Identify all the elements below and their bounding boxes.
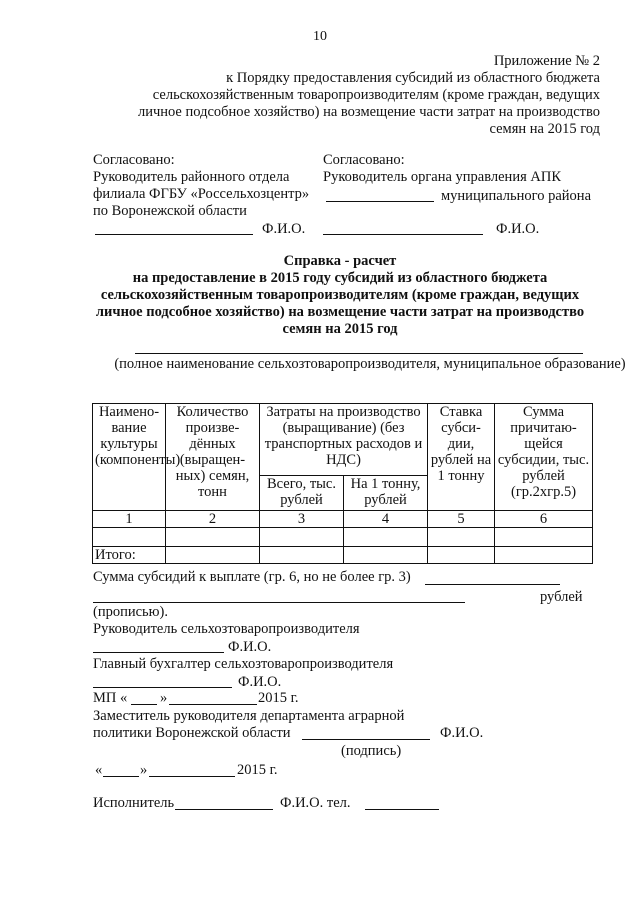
right-district: муниципального района [441, 188, 591, 204]
subsidy-words-line [93, 602, 465, 603]
left-fio: Ф.И.О. [262, 221, 306, 237]
accountant-signature-line [93, 687, 232, 688]
table-cell[interactable] [166, 528, 260, 547]
calculation-table [92, 403, 593, 564]
stamp-month-line [169, 704, 257, 705]
head-signature-line [93, 652, 224, 653]
table-empty-row [93, 528, 593, 547]
rubles-label: рублей [540, 589, 583, 605]
subsidy-sum-label: Сумма субсидий к выплате (гр. 6, но не более гр. 3) [93, 569, 411, 585]
title-line-2: на предоставление в 2015 году субсидий из областного бюджета [132, 270, 548, 286]
right-agreed: Согласовано: [323, 152, 405, 168]
header-costs: Затраты на производство (выращивание) (без транспортных расходов и НДС) [260, 404, 428, 476]
stamp-year: 2015 г. [258, 690, 299, 706]
table-cell[interactable] [344, 528, 428, 547]
table-total-row [93, 547, 593, 564]
col-number-4: 4 [344, 511, 428, 528]
executor-label: Исполнитель [93, 795, 175, 811]
date-day-line [103, 776, 139, 777]
header-crop-name: Наимено-вание культуры (компоненты) [93, 404, 166, 511]
title-line-4: личное подсобное хозяйство) на возмещение части затрат на производство [95, 304, 585, 320]
total-label: Итого: [93, 547, 166, 564]
table-cell[interactable] [93, 528, 166, 547]
left-line-1: Руководитель районного отдела [93, 169, 290, 185]
table-cell[interactable] [428, 547, 495, 564]
left-line-3: по Воронежской области [93, 203, 247, 219]
col-number-1: 1 [93, 511, 166, 528]
col-number-5: 5 [428, 511, 495, 528]
table-cell[interactable] [495, 547, 593, 564]
executor-fio-tel: Ф.И.О. тел. [280, 795, 351, 811]
col-number-2: 2 [166, 511, 260, 528]
title-line-3: сельскохозяйственным товаропроизводителям (кроме граждан, ведущих [100, 287, 580, 303]
annex-line-4: личное подсобное хозяйство) на возмещение части затрат на производство [137, 104, 600, 120]
stamp-mp: МП « [93, 690, 128, 706]
header-costs-per-ton: На 1 тонну, рублей [344, 475, 428, 510]
stamp-day-line [131, 704, 157, 705]
right-fio: Ф.И.О. [496, 221, 540, 237]
table-cell[interactable] [344, 547, 428, 564]
date-month-line [149, 776, 235, 777]
date-open: « [95, 762, 103, 778]
left-signature-line [95, 234, 253, 235]
executor-phone-line [365, 809, 439, 810]
table-cell[interactable] [260, 547, 344, 564]
in-words-label: (прописью). [93, 604, 168, 620]
deputy-line-1: Заместитель руководителя департамента аграрной [93, 708, 405, 724]
date-close: » [140, 762, 148, 778]
table-cell[interactable] [495, 528, 593, 547]
header-costs-total: Всего, тыс. рублей [260, 475, 344, 510]
head-label: Руководитель сельхозтоваропроизводителя [93, 621, 360, 637]
annex-line-3: сельскохозяйственным товаропроизводителям (кроме граждан, ведущих [152, 87, 600, 103]
accountant-fio: Ф.И.О. [238, 674, 282, 690]
stamp-close: » [160, 690, 168, 706]
signature-caption: (подпись) [341, 743, 402, 759]
left-line-2: филиала ФГБУ «Россельхозцентр» [93, 186, 310, 202]
right-district-line [326, 201, 434, 202]
annex-line-1: Приложение № 2 [493, 53, 600, 69]
deputy-fio: Ф.И.О. [440, 725, 484, 741]
left-agreed: Согласовано: [93, 152, 175, 168]
executor-name-line [175, 809, 273, 810]
header-quantity: Количество произве-дённых (выращен-ных) семян, тонн [166, 404, 260, 511]
right-line-1: Руководитель органа управления АПК [323, 169, 561, 185]
col-number-3: 3 [260, 511, 344, 528]
table-cell[interactable] [428, 528, 495, 547]
col-number-6: 6 [495, 511, 593, 528]
deputy-signature-line [302, 739, 430, 740]
right-signature-line [323, 234, 483, 235]
producer-note: (полное наименование сельхозтоваропроизводителя, муниципальное образование) [114, 356, 626, 372]
subsidy-sum-line [425, 584, 560, 585]
date-year: 2015 г. [237, 762, 278, 778]
header-rate: Ставка субси-дии, рублей на 1 тонну [428, 404, 495, 511]
table-cell[interactable] [260, 528, 344, 547]
annex-line-5: семян на 2015 год [489, 121, 600, 137]
title-line-5: семян на 2015 год [282, 321, 398, 337]
head-fio: Ф.И.О. [228, 639, 272, 655]
table-cell[interactable] [166, 547, 260, 564]
page-number: 10 [313, 29, 327, 44]
table-number-row [93, 511, 593, 528]
header-subsidy-sum: Сумма причитаю-щейся субсидии, тыс. рублей (гр.2хгр.5) [495, 404, 593, 511]
table-header-row-1 [93, 404, 593, 476]
title-line-1: Справка - расчет [283, 253, 397, 269]
deputy-line-2: политики Воронежской области [93, 725, 291, 741]
producer-name-line [135, 353, 583, 354]
accountant-label: Главный бухгалтер сельхозтоваропроизводителя [93, 656, 394, 672]
annex-line-2: к Порядку предоставления субсидий из областного бюджета [226, 70, 600, 86]
